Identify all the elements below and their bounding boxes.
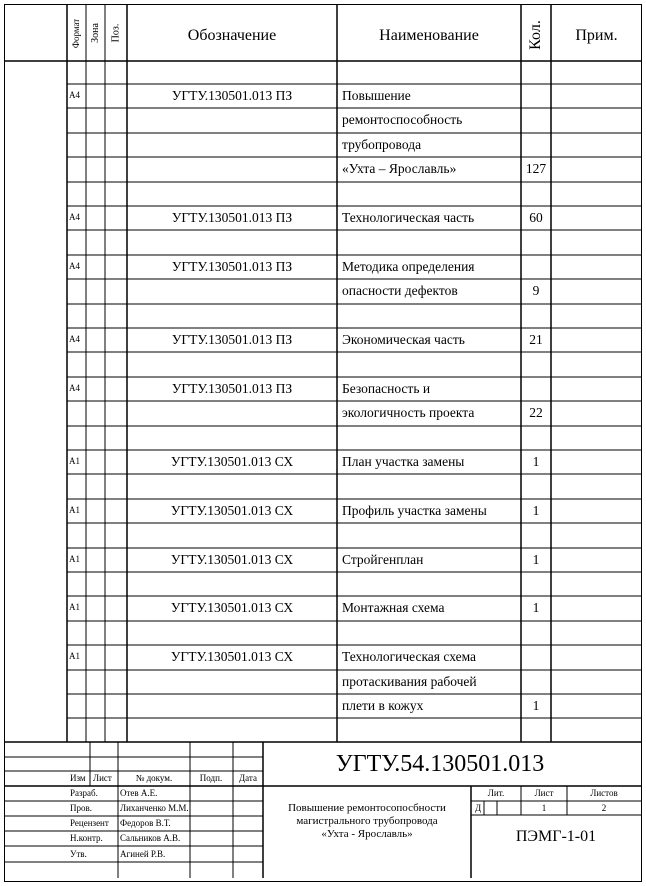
row-designation: УГТУ.130501.013 ПЗ	[171, 332, 293, 347]
row-designation: УГТУ.130501.013 ПЗ	[171, 258, 293, 274]
row-name-line: Монтажная схема	[342, 600, 445, 616]
row-format: A1	[69, 602, 80, 613]
row-designation: УГТУ.130501.013 ПЗ	[171, 380, 293, 396]
document-code: УГТУ.54.130501.013	[335, 751, 545, 777]
col-izm: Изм	[70, 773, 86, 783]
row-name-line: Технологическая схема	[342, 649, 477, 665]
row-format: A4	[69, 90, 80, 100]
row-name-line: плети в кожух	[342, 698, 424, 713]
row-format: A1	[69, 651, 80, 662]
row-name-line: Методика определения	[342, 258, 475, 274]
row-name-line: ремонтоспособность	[342, 112, 463, 128]
row-name-line: Экономическая часть	[342, 332, 465, 347]
document-title-line: магистрального трубопровода	[296, 815, 438, 827]
header-qty: Кол.	[526, 20, 544, 50]
row-name-line: Технологическая часть	[342, 210, 475, 225]
sheet-label: Лист	[534, 788, 554, 798]
row-name-line: экологичность проекта	[342, 405, 475, 421]
row-designation: УГТУ.130501.013 СХ	[170, 600, 294, 616]
group-code: ПЭМГ-1-01	[515, 828, 597, 845]
row-format: A4	[69, 334, 80, 344]
sheets-label: Листов	[590, 788, 618, 798]
person-role: Н.контр.	[70, 833, 103, 843]
row-qty: 21	[529, 332, 543, 347]
person-name: Отев А.Е.	[120, 788, 158, 798]
document-title-line: Повышение ремонтосопосбности	[288, 802, 446, 814]
col-list: Лист	[93, 773, 112, 783]
person-name: Сальников А.В.	[120, 833, 181, 843]
row-name-line: «Ухта – Ярославль»	[342, 161, 457, 177]
person-role: Утв.	[70, 849, 87, 859]
sheet-value: 1	[541, 803, 547, 813]
row-format: A4	[69, 212, 80, 222]
row-name-line: трубопровода	[342, 136, 422, 152]
row-designation: УГТУ.130501.013 ПЗ	[171, 210, 293, 225]
row-qty: 1	[532, 551, 540, 567]
row-designation: УГТУ.130501.013 СХ	[170, 649, 294, 665]
row-qty: 1	[532, 600, 540, 616]
row-format: A4	[69, 382, 80, 393]
row-qty: 1	[532, 698, 540, 713]
person-role: Рецензент	[70, 818, 109, 828]
row-format: A1	[69, 553, 80, 564]
header-name: Наименование	[379, 27, 479, 44]
col-date: Дата	[239, 773, 257, 783]
row-qty: 60	[529, 210, 543, 225]
header-format: Формат	[71, 18, 82, 48]
sheets-value: 2	[601, 803, 607, 813]
lit-value: Д	[475, 803, 482, 813]
row-designation: УГТУ.130501.013 СХ	[170, 454, 294, 469]
header-note: Прим.	[575, 27, 618, 44]
row-name-line: опасности дефектов	[342, 283, 458, 299]
row-qty: 22	[529, 405, 543, 421]
row-name-line: Повышение	[342, 88, 411, 103]
row-qty: 1	[532, 502, 540, 518]
person-role: Пров.	[70, 803, 92, 813]
row-name-line: План участка замены	[342, 454, 465, 469]
row-qty: 9	[532, 283, 540, 299]
header-zone: Зона	[89, 23, 101, 43]
row-format: A1	[69, 456, 80, 466]
row-designation: УГТУ.130501.013 СХ	[170, 551, 294, 567]
row-name-line: Профиль участка замены	[342, 502, 487, 518]
row-name-line: протаскивания рабочей	[342, 673, 477, 689]
col-doc: № докум.	[135, 773, 173, 783]
row-format: A1	[69, 504, 80, 515]
header-pos: Поз.	[109, 23, 121, 43]
row-name-line: Безопасность и	[342, 380, 431, 396]
person-name: Агиней Р.В.	[120, 849, 166, 859]
row-name-line: Стройгенплан	[342, 551, 424, 567]
person-role: Разраб.	[70, 788, 98, 798]
col-sign: Подп.	[199, 773, 223, 783]
row-qty: 1	[532, 454, 540, 469]
row-format: A4	[69, 260, 80, 271]
row-designation: УГТУ.130501.013 СХ	[170, 502, 294, 518]
document-title-line: «Ухта - Ярославль»	[321, 828, 413, 840]
person-name: Лиханченко М.М.	[120, 803, 189, 813]
row-qty: 127	[525, 161, 547, 177]
lit-label: Лит.	[487, 788, 505, 798]
row-designation: УГТУ.130501.013 ПЗ	[171, 88, 293, 103]
header-designation: Обозначение	[187, 27, 277, 44]
person-name: Федоров В.Т.	[120, 818, 171, 828]
